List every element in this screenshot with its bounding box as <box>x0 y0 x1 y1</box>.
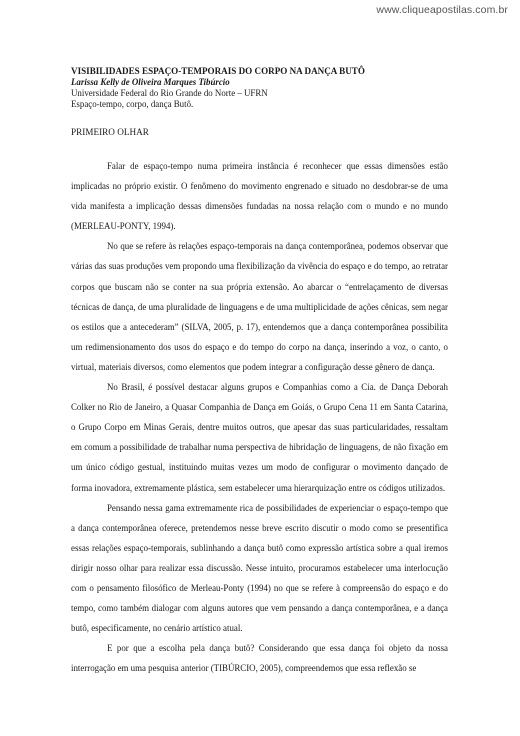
body-text <box>71 156 448 678</box>
paragraph: No que se refere às relações espaço-temporais na dança contemporânea, podemos observar que várias das suas produções vem propondo uma flexibilização da vivência do espaço e do tempo, ao retratar corpos que buscam não se conter na sua própria extensão. Ao abarcar o “entrelaçamento de diversas técnicas de dança, de uma pluralidade de linguagens e de uma multiplicidade de ações cênicas, sem negar os estilos que a antecederam” (SILVA, 2005, p. 17), entendemos que a dança contemporânea possibilita um redimensionamento dos usos do espaço e do tempo do corpo na dança, inserindo a voz, o canto, o virtual, materiais diversos, como elementos que podem integrar a configuração desse gênero de dança. <box>71 241 448 372</box>
institution: Universidade Federal do Rio Grande do Norte – UFRN <box>71 88 268 98</box>
paragraph: E por que a escolha pela dança butô? Considerando que essa dança foi objeto da nossa interrogação em uma pesquisa anterior (TIBÚRCIO, 2005), compreendemos que essa reflexão se <box>71 643 448 674</box>
document-title: VISIBILIDADES ESPAÇO-TEMPORAIS DO CORPO NA DANÇA BUTÔ <box>71 66 365 76</box>
author-name: Larissa Kelly de Oliveira Marques Tibúrcio <box>71 77 230 87</box>
watermark: www.cliqueapostilas.com.br <box>376 4 508 16</box>
paragraph: No Brasil, é possível destacar alguns grupos e Companhias como a Cia. de Dança Deborah Colker no Rio de Janeiro, a Quasar Companhia de Dança em Goiás, o Grupo Cena 11 em Santa Catarina, o Grupo Corpo em Minas Gerais, dentre muitos outros, que apesar das suas particularidades, ressaltam em comum a possibilidade de trabalhar numa perspectiva de hibridação de linguagens, de não fixação em um único código gestual, instituindo muitas vezes um modo de configurar o movimento dançado de forma inovadora, extremamente plástica, sem estabelecer uma hierarquização entre os códigos utilizados. <box>71 382 448 493</box>
paragraph: Falar de espaço-tempo numa primeira instância é reconhecer que essas dimensões estão implicadas no próprio existir. O fenômeno do movimento engrenado e situado no desdobrar-se de uma vida manifesta a implicação dessas dimensões fundadas na nossa relação com o mundo e no mundo (MERLEAU-PONTY, 1994). <box>71 161 448 232</box>
document-page <box>71 66 448 678</box>
section-heading: PRIMEIRO OLHAR <box>71 127 149 137</box>
paragraph: Pensando nessa gama extremamente rica de possibilidades de experienciar o espaço-tempo que a dança contemporânea oferece, pretendemos nesse breve escrito discutir o modo como se presentifica essas relações espaço-temporais, sublinhando a dança butô como expressão artística sobre a qual iremos dirigir nosso olhar para realizar essa discussão. Nesse intuito, procuramos estabelecer uma interlocução com o pensamento filosófico de Merleau-Ponty (1994) no que se refere à compreensão do espaço e do tempo, como também dialogar com alguns autores que vem pensando a dança contemporânea, e a dança butô, especificamente, no cenário artístico atual. <box>71 502 448 634</box>
keywords: Espaço-tempo, corpo, dança Butô. <box>71 99 194 109</box>
